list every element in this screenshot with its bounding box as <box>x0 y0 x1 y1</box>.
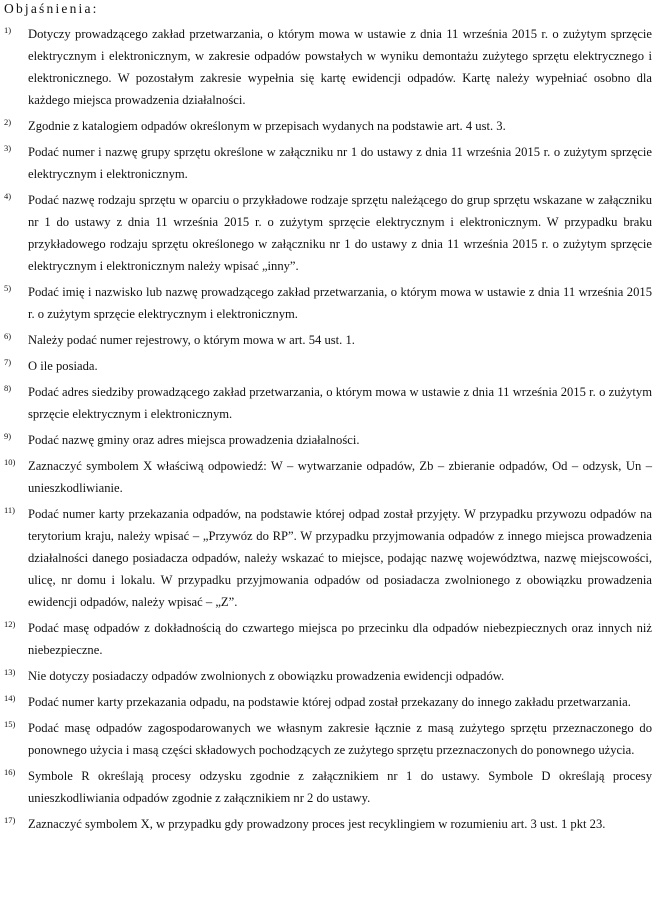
footnote-15 <box>4 717 652 761</box>
footnote-text: Podać imię i nazwisko lub nazwę prowadzącego zakład przetwarzania, o którym mowa w ustawie z dnia 11 września 2015 r. o zużytym sprzęcie elektrycznym i elektronicznym. <box>28 285 652 321</box>
footnote-9 <box>4 429 652 451</box>
footnote-10 <box>4 455 652 499</box>
footnote-8 <box>4 381 652 425</box>
footnote-text: Zaznaczyć symbolem X właściwą odpowiedź: W – wytwarzanie odpadów, Zb – zbieranie odpadów, Od – odzysk, Un – unieszkodliwianie. <box>28 459 652 495</box>
footnote-text: Podać numer karty przekazania odpadu, na podstawie której odpad został przekazany do innego zakładu przetwarzania. <box>28 695 631 709</box>
footnote-text: Podać nazwę rodzaju sprzętu w oparciu o przykładowe rodzaje sprzętu należącego do grup sprzętu wskazane w załączniku nr 1 do ustawy z dnia 11 września 2015 r. o zużytym sprzęcie elektrycznym i elektronicznym. W przypadku braku przykładowego rodzaju sprzętu określonego w załączniku nr 1 do ustawy z dnia 11 września 2015 r. o zużytym sprzęcie elektrycznym i elektronicznym należy wpisać „inny”. <box>28 193 652 273</box>
footnote-number: 11) <box>4 505 16 515</box>
footnote-number: 2) <box>4 117 12 127</box>
footnote-text: Podać numer karty przekazania odpadów, na podstawie której odpad został przyjęty. W przypadku przywozu odpadów na terytorium kraju, należy wpisać – „Przywóz do RP”. W przypadku przyjmowania odpadów z innego miejsca prowadzenia działalności danego posiadacza odpadów, należy wskazać to miejsce, podając nazwę województwa, nazwę miejscowości, ulicę, nr domu i lokalu. W przypadku przyjmowania odpadów od posiadacza zwolnionego z obowiązku prowadzenia ewidencji odpadów, należy wpisać – „Z”. <box>28 507 652 609</box>
footnote-number: 6) <box>4 331 12 341</box>
footnote-11 <box>4 503 652 613</box>
footnote-number: 12) <box>4 619 16 629</box>
footnote-list <box>4 23 652 835</box>
footnote-14 <box>4 691 652 713</box>
footnote-number: 3) <box>4 143 12 153</box>
footnote-2 <box>4 115 652 137</box>
footnote-5 <box>4 281 652 325</box>
footnote-text: Podać masę odpadów z dokładnością do czwartego miejsca po przecinku dla odpadów niebezpiecznych oraz innych niż niebezpieczne. <box>28 621 652 657</box>
footnote-text: Symbole R określają procesy odzysku zgodnie z załącznikiem nr 1 do ustawy. Symbole D określają procesy unieszkodliwiania odpadów zgodnie z załącznikiem nr 2 do ustawy. <box>28 769 652 805</box>
footnote-number: 13) <box>4 667 16 677</box>
footnote-16 <box>4 765 652 809</box>
footnote-text: Nie dotyczy posiadaczy odpadów zwolnionych z obowiązku prowadzenia ewidencji odpadów. <box>28 669 505 683</box>
footnote-number: 10) <box>4 457 16 467</box>
footnote-number: 15) <box>4 719 16 729</box>
footnote-text: Podać adres siedziby prowadzącego zakład przetwarzania, o którym mowa w ustawie z dnia 11 września 2015 r. o zużytym sprzęcie elektrycznym i elektronicznym. <box>28 385 652 421</box>
footnote-number: 17) <box>4 815 16 825</box>
footnote-number: 5) <box>4 283 12 293</box>
footnote-number: 7) <box>4 357 12 367</box>
footnote-number: 14) <box>4 693 16 703</box>
footnote-12 <box>4 617 652 661</box>
footnote-text: Podać nazwę gminy oraz adres miejsca prowadzenia działalności. <box>28 433 360 447</box>
footnote-17 <box>4 813 652 835</box>
footnote-text: Podać numer i nazwę grupy sprzętu określone w załączniku nr 1 do ustawy z dnia 11 września 2015 r. o zużytym sprzęcie elektrycznym i elektronicznym. <box>28 145 652 181</box>
footnote-number: 1) <box>4 25 12 35</box>
footnote-text: O ile posiada. <box>28 359 98 373</box>
footnote-13 <box>4 665 652 687</box>
footnote-text: Podać masę odpadów zagospodarowanych we własnym zakresie łącznie z masą zużytego sprzętu przeznaczonego do ponownego użycia i masą części składowych pochodzących ze zużytego sprzętu przeznaczonych do ponownego użycia. <box>28 721 652 757</box>
footnote-7 <box>4 355 652 377</box>
footnote-text: Zaznaczyć symbolem X, w przypadku gdy prowadzony proces jest recyklingiem w rozumieniu art. 3 ust. 1 pkt 23. <box>28 817 606 831</box>
footnote-number: 9) <box>4 431 12 441</box>
footnote-number: 8) <box>4 383 12 393</box>
footnote-number: 4) <box>4 191 12 201</box>
footnote-number: 16) <box>4 767 16 777</box>
footnote-6 <box>4 329 652 351</box>
explanations-heading: Objaśnienia: <box>4 1 99 16</box>
footnote-text: Dotyczy prowadzącego zakład przetwarzania, o którym mowa w ustawie z dnia 11 września 2015 r. o zużytym sprzęcie elektrycznym i elektronicznym, w zakresie odpadów powstałych w wyniku demontażu zużytego sprzętu elektrycznego i elektronicznego. W pozostałym zakresie wypełnia się kartę ewidencji odpadów. Kartę należy wypełniać osobno dla każdego miejsca prowadzenia działalności. <box>28 27 652 107</box>
footnote-1 <box>4 23 652 111</box>
footnote-text: Zgodnie z katalogiem odpadów określonym w przepisach wydanych na podstawie art. 4 ust. 3. <box>28 119 506 133</box>
footnote-3 <box>4 141 652 185</box>
footnote-text: Należy podać numer rejestrowy, o którym mowa w art. 54 ust. 1. <box>28 333 355 347</box>
footnote-4 <box>4 189 652 277</box>
